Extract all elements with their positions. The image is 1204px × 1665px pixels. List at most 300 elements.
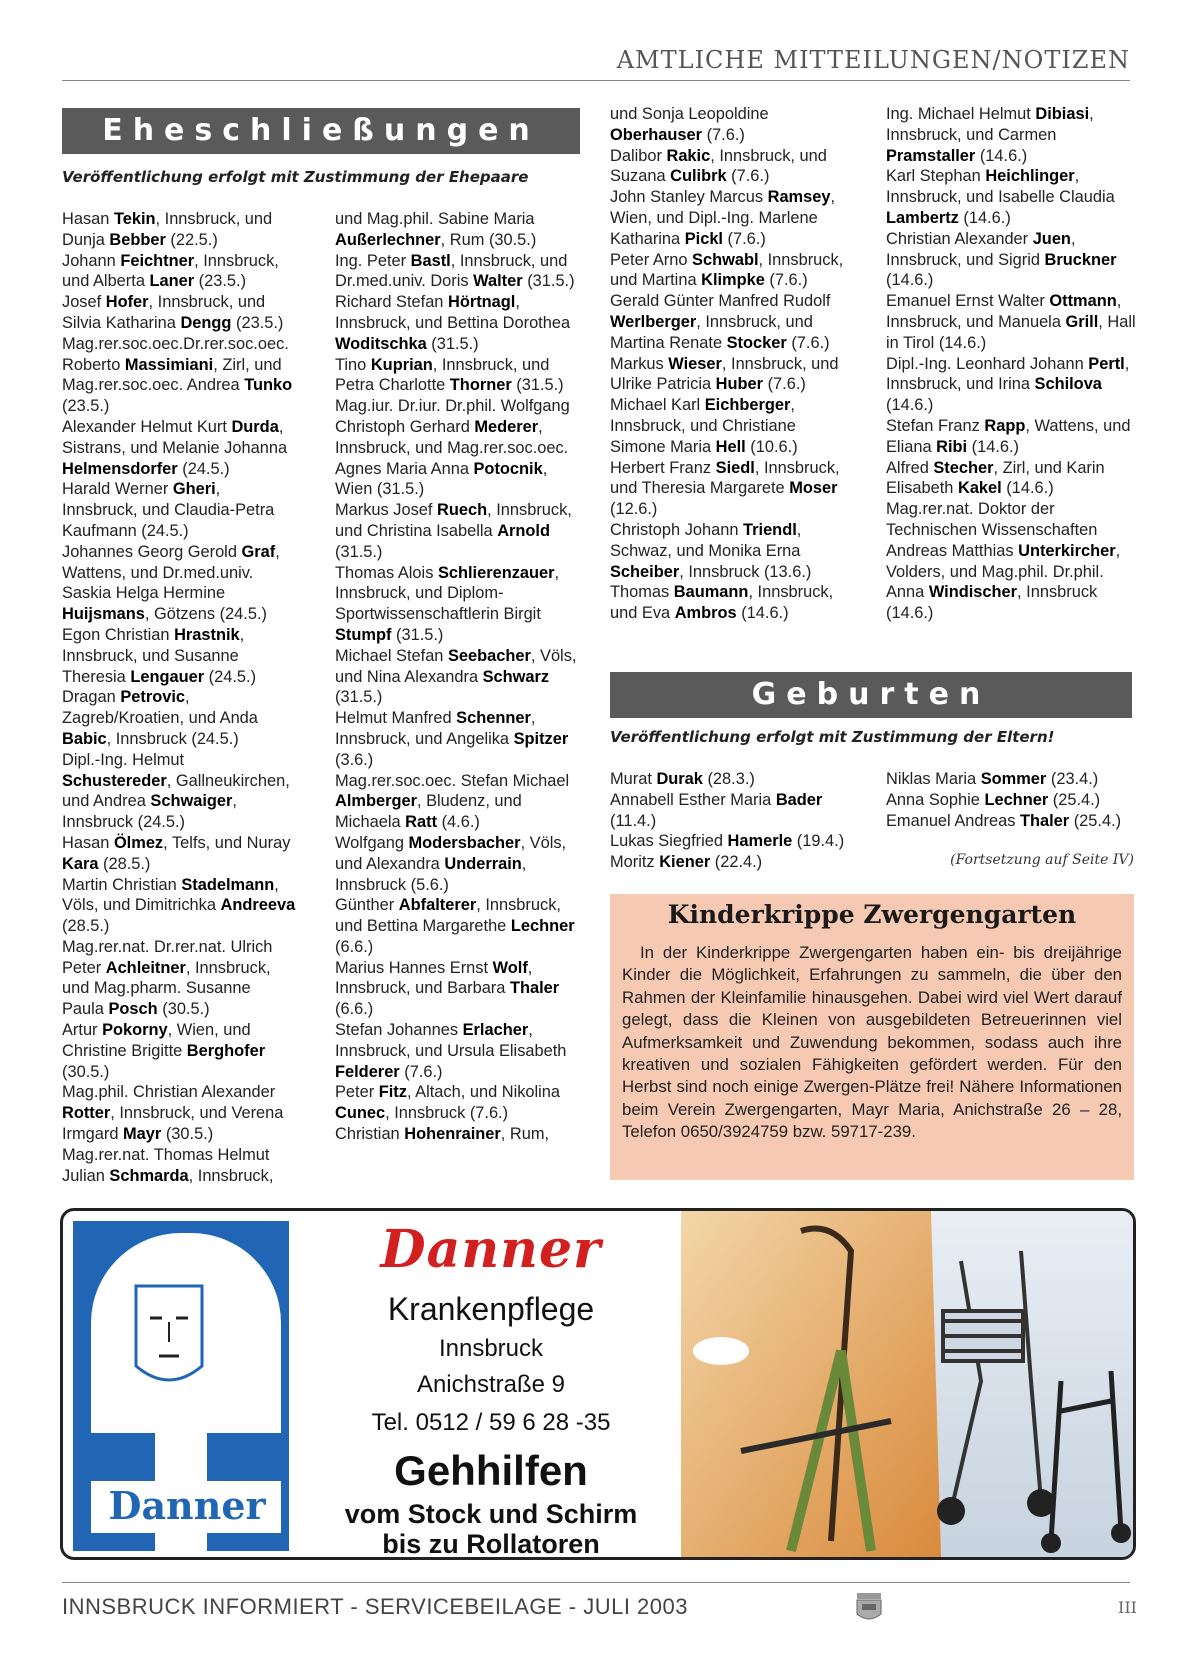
entry-text: Hasan [62,833,114,852]
entry-text: , Sistrans, und Melanie Johanna [62,417,288,457]
entry-text: (24.5.) [177,459,230,478]
entry-text: und Sonja Leopoldine [610,105,769,123]
entry-text: Christian [335,1125,405,1144]
births-column-1 [610,769,860,873]
entry-text: Mag.rer.nat. Thomas Helmut Julian [62,1145,270,1185]
surname: Bastl [410,251,451,270]
entry-text: (11.4.) [610,811,657,830]
surname: Bader [775,790,823,809]
surname: Mayr [123,1125,162,1144]
register-entry [335,833,585,895]
surname: Grill [1065,312,1099,331]
surname: Schustereder [62,771,167,790]
entry-text: (7.6.) [399,1062,443,1081]
register-entry [62,625,297,687]
surname: Heichlinger [985,167,1075,186]
surname: Hofer [105,293,149,312]
entry-text: (14.6.) [736,604,789,623]
surname: Klimpke [701,271,765,290]
surname: Thorner [449,376,512,395]
entry-text: , Innsbruck, und Ursula Elisabeth [335,1021,567,1060]
surname: Babic [62,729,107,748]
entry-text: Michael Karl [610,396,705,415]
surname: Eichberger [704,396,791,415]
entry-text: Ing. Michael Helmut [886,105,1036,123]
entry-text: (22.5.) [165,230,218,249]
ad-headline: Gehhilfen [394,1447,588,1494]
fabric-backdrop [681,1211,941,1557]
surname: Huber [715,375,764,394]
entry-text: Alexander Helmut Kurt [62,417,232,436]
surname: Thaler [1019,811,1070,830]
marriages-column-4 [886,104,1136,624]
entry-text: Dipl.-Ing. Leonhard Johann [886,354,1089,373]
surname: Ratt [405,813,438,832]
marriages-heading: Eheschließungen [62,108,580,154]
register-entry [335,708,585,770]
entry-text: (12.6.) [610,500,658,519]
surname: Rotter [62,1104,111,1123]
entry-text: , Innsbruck (14.6.) [886,583,1098,623]
surname: Hörtnagl [447,293,516,312]
surname: Schlierenzauer [437,563,555,582]
entry-text: (14.6.) [975,146,1028,165]
entry-text: Martin Christian [62,875,182,894]
walker-wheel [1111,1523,1131,1543]
surname: Ölmez [113,833,164,852]
entry-text: (7.6.) [786,333,830,352]
surname: Abfalterer [398,896,477,915]
cup [693,1337,749,1365]
surname: Stadelmann [181,875,275,894]
entry-text: Niklas Maria [886,770,981,788]
surname: Scheiber [610,562,680,581]
surname: Culibrk [670,167,727,186]
entry-text: Johannes Georg Gerold [62,542,242,561]
entry-text: (14.6.) [958,208,1011,227]
entry-text: , Volders, und Mag.phil. Dr.phil. Anna [886,541,1121,602]
entry-text: Emanuel Ernst Walter [886,292,1050,311]
entry-text: , Innsbruck, und Irina [886,354,1130,394]
register-entry [62,750,297,833]
marriages-note: Veröffentlichung erfolgt mit Zustimmung der Ehepaare [62,168,529,186]
entry-text: (30.5.) [157,1000,210,1019]
surname: Almberger [335,792,417,811]
surname: Hamerle [727,832,793,851]
entry-text: , Zirl, und Mag.rer.soc.oec. Andrea [62,355,282,395]
entry-text: , Innsbruck, und Carmen [886,105,1094,144]
entry-text: Karl Stephan [886,167,986,186]
entry-text: , Innsbruck (24.5.) [106,729,239,748]
entry-text: Christoph Johann [610,520,744,539]
surname: Wieser [668,354,722,373]
surname: Bebber [109,230,166,249]
entry-text: Emanuel Andreas [886,811,1020,830]
entry-text: Dipl.-Ing. Helmut [62,750,185,769]
surname: Siedl [715,458,755,477]
entry-text: (23.5.) [194,272,247,291]
section-title: AMTLICHE MITTEILUNGEN/NOTIZEN [616,46,1130,74]
entry-text: , Innsbruck, [188,1166,274,1185]
entry-text: (7.6.) [723,229,766,248]
entry-text: (19.4.) [792,832,845,851]
top-divider [62,80,1130,81]
entry-text: John Stanley Marcus [610,188,768,207]
entry-text: (7.6.) [726,167,770,186]
surname: Feichtner [120,251,195,270]
births-heading: Geburten [610,672,1132,718]
entry-text: , Innsbruck, und Mag.rer.soc.oec. Agnes Maria Anna [335,417,569,478]
register-entry [335,1082,585,1124]
entry-text: Mag.rer.nat. Doktor der Technischen Wissenschaften Andreas Matthias [886,500,1098,560]
register-entry [62,687,297,749]
surname: Schwarz [482,667,550,686]
entry-text: , Wien, und Dipl.-Ing. Marlene Katharina [610,188,836,248]
entry-text: , Innsbruck, und Angelika [335,709,536,748]
surname: Achleitner [105,958,186,977]
entry-text: (6.6.) [335,1000,374,1019]
register-entry [610,354,855,396]
entry-text: Stefan Franz [886,416,985,435]
surname: Andreeva [220,896,296,915]
entry-text: Dalibor [610,146,667,165]
register-entry [886,291,1136,353]
register-entry [610,291,855,353]
register-entry [335,563,585,646]
surname: Kakel [957,479,1002,498]
entry-text: Peter [335,1083,379,1102]
surname: Stumpf [335,625,392,644]
register-entry [886,416,1136,458]
entry-text: (31.5.) [522,272,575,291]
entry-text: , Zirl, und Karin Elisabeth [886,458,1105,498]
entry-text: Lukas Siegfried [610,832,728,851]
surname: Kuprian [370,355,433,374]
krippe-title: Kinderkrippe Zwergengarten [667,900,1077,929]
entry-text: Markus [610,354,669,373]
surname: Rapp [984,416,1026,435]
entry-text: , Innsbruck, und Bettina Margarethe [335,896,561,936]
entry-text: Wolfgang [335,833,409,852]
surname: Unterkircher [1018,541,1116,560]
ad-headline-line2: vom Stock und Schirm [344,1499,638,1529]
register-entry [62,1082,297,1144]
entry-text: , Innsbruck (13.6.) [679,562,812,581]
surname: Ottmann [1049,292,1117,311]
entry-text: , Innsbruck, und Eva [610,583,834,623]
entry-text: Marius Hannes Ernst [335,958,493,977]
register-entry [610,395,855,457]
logo-name: Danner [108,1483,266,1528]
marriages-column-3 [610,104,855,624]
entry-text: Josef [62,293,106,312]
surname: Thaler [509,979,560,998]
register-entry [610,769,860,790]
entry-text: Anna Sophie [886,790,985,809]
entry-text: , Altach, und Nikolina [406,1083,561,1102]
ad-city: Innsbruck [438,1335,544,1362]
entry-text: (25.4.) [1069,811,1122,830]
surname: Erlacher [462,1021,529,1040]
births-column-2 [886,769,1136,831]
births-note: Veröffentlichung erfolgt mit Zustimmung der Eltern! [610,728,1055,746]
surname: Pertl [1088,354,1125,373]
surname: Ruech [437,501,488,520]
register-entry [62,937,297,1020]
register-entry [610,104,855,146]
rollator-wheel [937,1497,965,1525]
register-entry [62,479,297,541]
surname: Schwaiger [150,792,233,811]
entry-text: , Innsbruck, und Martina Renate [610,312,813,352]
surname: Rakic [666,146,711,165]
entry-text: , Schwaz, und Monika Erna [610,520,802,560]
marriages-column-1 [62,209,297,1186]
entry-text: (23.5.) [231,313,284,332]
entry-text: , Innsbruck, und Bettina Dorothea [335,293,571,332]
entry-text: Thomas Alois [335,563,438,582]
entry-text: Gerald Günter Manfred Rudolf [610,292,831,311]
entry-text: (4.6.) [437,813,480,832]
surname: Schwabl [692,250,759,269]
entry-text: , Innsbruck, und Dr.med.univ. Doris [335,251,568,291]
entry-text: , Innsbruck, und Isabelle Claudia [886,167,1115,207]
surname: Pokorny [102,1021,168,1040]
entry-text: , Wien (31.5.) [335,459,548,499]
entry-text: , Innsbruck, und Susanne Theresia [62,625,245,686]
ad-headline-line3: bis zu Rollatoren [382,1529,600,1559]
entry-text: Johann [62,251,121,270]
ad-address: Anichstraße 9 [416,1371,566,1398]
entry-text: Moritz [610,853,660,872]
register-entry [886,166,1136,228]
entry-text: , Innsbruck, und Petra Charlotte [335,355,550,395]
surname: Woditschka [335,334,427,353]
entry-text: , Innsbruck, und Silvia Katharina [62,293,266,332]
entry-text: Harald Werner [62,480,173,499]
entry-text: (3.6.) [335,750,374,769]
walker-wheel [1041,1533,1061,1553]
entry-text: , Innsbruck, und Mag.pharm. Susanne Paula [62,958,271,1019]
surname: Fitz [378,1083,407,1102]
entry-text: , Innsbruck, und Theresia Margarete [610,458,840,498]
entry-text: , Völs, und Alexandra [335,833,567,873]
register-entry [62,875,297,937]
entry-text: (7.6.) [764,271,808,290]
entry-text: Murat [610,770,657,788]
entry-text: (30.5.) [161,1125,214,1144]
surname: Werlberger [610,312,697,331]
krippe-body: In der Kinderkrippe Zwergengarten haben ein- bis dreijährige Kinder die Möglichkeit, Erfahrungen zu sammeln, die über den Rahmen der Kleinfamilie hinausgehen. Dabei wird viel Wert darauf gelegt, dass die Kleinen von ausgebildeten Betreuerinnen viel Aufmerksamkeit und Zuwendung bekommen, sodass auch ihre kreativen und sozialen Fähigkeiten gefördert werden. Für den Herbst sind noch einige Zwergen-Plätze frei! Nähere Informationen beim Verein Zwergengarten, Mayr Maria, Anichstraße 26 – 28, Telefon 0650/3924759 bzw. 59717-239. [622,943,1122,1142]
entry-text: Michael Stefan [335,646,448,665]
surname: Schilova [1034,375,1102,394]
entry-text: Richard Stefan [335,293,448,312]
register-entry [610,790,860,832]
surname: Durak [656,770,703,788]
logo-vertical-text: Krankenpflege [254,1284,276,1413]
entry-text: , Innsbruck, und Martina [610,250,844,290]
entry-text: , Innsbruck, und Manuela [886,292,1122,331]
entry-text: Tino [335,355,371,374]
register-entry [610,146,855,188]
surname: Massimiani [124,355,214,374]
entry-text: (14.6.) [1001,479,1054,498]
entry-text: (14.6.) [967,437,1020,456]
register-entry [886,769,1136,790]
surname: Oberhauser [610,125,703,144]
entry-text: , Völs, und Dimitrichka [62,875,279,915]
entry-text: , Götzens (24.5.) [144,605,267,624]
surname: Durda [231,417,279,436]
entry-text: , Hall in Tirol (14.6.) [886,312,1136,352]
surname: Dibiasi [1035,105,1090,123]
entry-text: (28.5.) [98,854,151,873]
entry-text: Hasan [62,210,114,228]
register-entry [610,187,855,249]
entry-text: (31.5.) [511,376,564,395]
surname: Graf [241,542,276,561]
register-entry [886,790,1136,811]
danner-advertisement [60,1208,1136,1560]
register-entry [886,354,1136,416]
bottom-divider [62,1582,1130,1583]
entry-text: , Innsbruck, und Alberta [62,251,279,291]
surname: Hrastnik [174,625,240,644]
entry-text: Mag.rer.nat. Dr.rer.nat. Ulrich Peter [62,937,273,977]
city-crest-icon [856,1592,882,1624]
entry-text: (25.4.) [1048,790,1101,809]
register-entry [610,458,855,520]
footer-publication: INNSBRUCK INFORMIERT - SERVICEBEILAGE - JULI 2003 [62,1594,688,1619]
walking-aids-photo [681,1211,1133,1557]
surname: Ambros [674,604,737,623]
entry-text: (23.5.) [62,397,110,416]
entry-text: Günther [335,896,399,915]
register-entry [62,1020,297,1082]
register-entry [610,582,855,624]
entry-text: (24.5.) [204,667,257,686]
surname: Mederer [474,417,539,436]
surname: Tunko [244,376,293,395]
register-entry [335,958,585,1020]
register-entry [62,1145,297,1187]
surname: Laner [149,272,195,291]
page-number: III [1118,1598,1137,1617]
entry-text: Mag.iur. Dr.iur. Dr.phil. Wolfgang Christoph Gerhard [335,397,570,436]
surname: Posch [108,1000,158,1019]
surname: Hohenrainer [404,1125,501,1144]
register-entry [886,811,1136,832]
entry-text: Peter Arno [610,250,693,269]
entry-text: (6.6.) [335,937,374,956]
surname: Pickl [684,229,723,248]
register-entry [886,499,1136,624]
surname: Seebacher [447,646,531,665]
surname: Sommer [980,770,1047,788]
ad-brand: Danner [380,1219,602,1280]
entry-text: (28.5.) [62,917,110,936]
entry-text: , Innsbruck, und Verena Irmgard [62,1104,284,1144]
entry-text: (7.6.) [763,375,806,394]
entry-text: Alfred [886,458,934,477]
surname: Spitzer [513,729,569,748]
surname: Kiener [659,853,711,872]
surname: Helmensdorfer [62,459,178,478]
entry-text: (31.5.) [335,542,383,561]
entry-text: , Wattens, und Eliana [886,416,1131,456]
entry-text: , Rum (30.5.) [440,230,537,249]
surname: Arnold [497,521,550,540]
surname: Kara [62,854,99,873]
surname: Schmarda [109,1166,189,1185]
surname: Lechner [510,917,575,936]
entry-text: (31.5.) [426,334,479,353]
register-entry [62,292,297,334]
register-entry [62,209,297,251]
entry-text: Mag.rer.soc.oec. Stefan Michael [335,771,570,790]
continuation-note: (Fortsetzung auf Seite IV) [950,852,1134,868]
register-entry [335,251,585,293]
surname: Modersbacher [408,833,521,852]
logo-vertical-label [249,1241,279,1421]
register-entry [62,251,297,293]
entry-text: (30.5.) [62,1062,110,1081]
entry-text: Ing. Peter [335,251,411,270]
entry-text: , Völs, und Nina Alexandra [335,646,577,686]
surname: Huijsmans [62,605,145,624]
entry-text: (14.6.) [886,271,934,290]
entry-text: , Innsbruck, und Christina Isabella [335,501,572,540]
register-entry [62,334,297,417]
surname: Bruckner [1044,250,1117,269]
entry-text: und Mag.phil. Sabine Maria [335,210,535,228]
surname: Petrovic [120,688,185,707]
entry-text: , Wattens, und Dr.med.univ. Saskia Helga Hermine [62,542,280,603]
surname: Gheri [172,480,216,499]
entry-text: , Telfs, und Nuray [163,833,291,852]
entry-text: , Gallneukirchen, und Andrea [62,771,290,811]
entry-text: Egon Christian [62,625,175,644]
surname: Underrain [444,854,522,873]
entry-text: , Bludenz, und Michaela [335,792,522,832]
entry-text: , Innsbruck (24.5.) [62,792,237,832]
entry-text: , Zagreb/Kroatien, und Anda [62,688,258,728]
surname: Lechner [984,790,1049,809]
surname: Lengauer [130,667,205,686]
entry-text: Mag.phil. Christian Alexander [62,1083,276,1102]
surname: Außerlechner [335,230,441,249]
register-entry [335,646,585,708]
krippe-box [610,894,1134,1180]
surname: Stecher [933,458,994,477]
marriages-column-2 [335,209,585,1145]
entry-text: (23.4.) [1046,770,1099,788]
entry-text: Thomas [610,583,674,602]
surname: Triendl [743,520,797,539]
register-entry [335,292,585,354]
surname: Berghofer [186,1041,266,1060]
register-entry [62,542,297,625]
entry-text: (22.4.) [710,853,763,872]
surname: Dengg [180,313,232,332]
surname: Felderer [335,1062,400,1081]
entry-text: , Innsbruck, und Dunja [62,210,273,249]
entry-text: (28.3.) [702,770,755,788]
entry-text: , Innsbruck, und Ulrike Patricia [610,354,839,394]
entry-text: , Innsbruck, und Diplom-Sportwissenschaftlerin Birgit [335,563,560,624]
entry-text: Artur [62,1021,103,1040]
register-entry [886,104,1136,166]
